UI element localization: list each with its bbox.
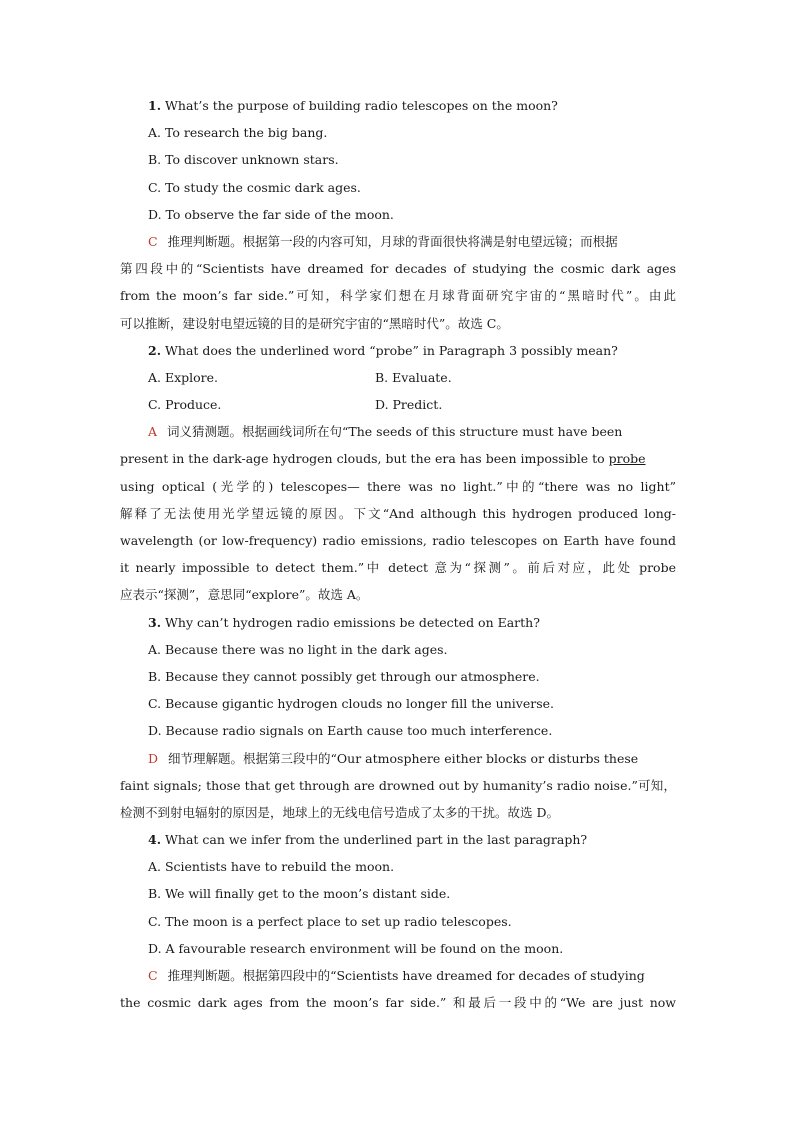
answer-explanation-line: it nearly impossible to detect them.”中 detect 意为“探测”。前后对应，此处 probe — [120, 560, 676, 576]
answer-explanation-line: A 词义猜测题。根据画线词所在句“The seeds of this structure must have been — [148, 424, 623, 440]
option-d: D. A favourable research environment will be found on the moon. — [148, 940, 564, 956]
options-row — [120, 364, 676, 391]
question-2 — [120, 337, 676, 364]
option-d: D. Predict. — [375, 397, 443, 413]
question-number: 2. — [148, 342, 162, 358]
option-d: D. Because radio signals on Earth cause too much interference. — [148, 723, 553, 739]
option-a: A. Scientists have to rebuild the moon. — [148, 859, 395, 875]
answer-explanation-line: using optical (光学的) telescopes— there was no light.”中的“there was no light” — [120, 478, 676, 494]
question-number: 1. — [148, 98, 162, 113]
option-a: A. Explore. — [148, 369, 219, 385]
option-d: D. To observe the far side of the moon. — [148, 206, 394, 222]
answer-explanation-line: 检测不到射电辐射的原因是，地球上的无线电信号造成了太多的干扰。故选 D。 — [120, 804, 559, 820]
answer-explanation-line: present in the dark-age hydrogen clouds, but the era has been impossible to probe — [120, 451, 646, 467]
answer-explanation-line: from the moon’s far side.”可知，科学家们想在月球背面研究宇宙的“黑暗时代”。由此 — [120, 288, 676, 304]
option-b: B. Evaluate. — [375, 369, 452, 385]
answer-explanation-line: faint signals; those that get through are drowned out by humanity’s radio noise.”可知， — [120, 777, 676, 793]
question-3 — [120, 609, 676, 636]
answer-explanation-line: 第四段中的“Scientists have dreamed for decades of studying the cosmic dark ages — [120, 261, 676, 277]
document-content — [120, 92, 676, 1016]
answer-explanation-line: the cosmic dark ages from the moon’s far side.” 和最后一段中的“We are just now — [120, 995, 676, 1011]
option-c: C. To study the cosmic dark ages. — [148, 179, 361, 195]
option-b: B. We will finally get to the moon’s distant side. — [148, 886, 451, 902]
options-row — [120, 391, 676, 418]
question-stem: What’s the purpose of building radio telescopes on the moon? — [165, 98, 558, 113]
answer-explanation-line: wavelength (or low-frequency) radio emissions, radio telescopes on Earth have found — [120, 533, 676, 548]
option-b: B. Because they cannot possibly get through our atmosphere. — [148, 668, 540, 684]
question-4 — [120, 826, 676, 853]
answer-explanation-line: 解释了无法使用光学望远镜的原因。下文“And although this hydrogen produced long- — [120, 505, 676, 521]
answer-explanation-line: D 细节理解题。根据第三段中的“Our atmosphere either blocks or disturbs these — [148, 750, 639, 766]
question-stem: What can we infer from the underlined part in the last paragraph? — [165, 832, 588, 848]
underlined-word: probe — [608, 451, 646, 467]
option-c: C. Produce. — [148, 397, 222, 413]
question-stem: Why can’t hydrogen radio emissions be detected on Earth? — [165, 614, 540, 630]
answer-explanation-line: 应表示“探测”，意思同“explore”。故选 A。 — [120, 587, 369, 603]
option-b: B. To discover unknown stars. — [148, 152, 339, 168]
answer-letter: C — [148, 968, 158, 983]
question-stem: What does the underlined word “probe” in Paragraph 3 possibly mean? — [165, 342, 618, 358]
answer-letter: A — [148, 424, 158, 440]
option-c: C. The moon is a perfect place to set up radio telescopes. — [148, 913, 512, 929]
answer-letter: C — [148, 233, 158, 249]
question-number: 3. — [148, 614, 162, 630]
option-a: A. To research the big bang. — [148, 125, 328, 141]
answer-explanation-line: C 推理判断题。根据第四段中的“Scientists have dreamed for decades of studying — [148, 968, 645, 983]
question-1 — [120, 92, 676, 119]
answer-explanation-line: 可以推断，建设射电望远镜的目的是研究宇宙的“黑暗时代”。故选 C。 — [120, 315, 509, 331]
option-c: C. Because gigantic hydrogen clouds no longer fill the universe. — [148, 696, 554, 712]
option-a: A. Because there was no light in the dark ages. — [148, 641, 448, 657]
answer-explanation-line: C 推理判断题。根据第一段的内容可知，月球的背面很快将满是射电望远镜；而根据 — [148, 233, 618, 249]
question-number: 4. — [148, 832, 162, 848]
answer-letter: D — [148, 750, 159, 766]
